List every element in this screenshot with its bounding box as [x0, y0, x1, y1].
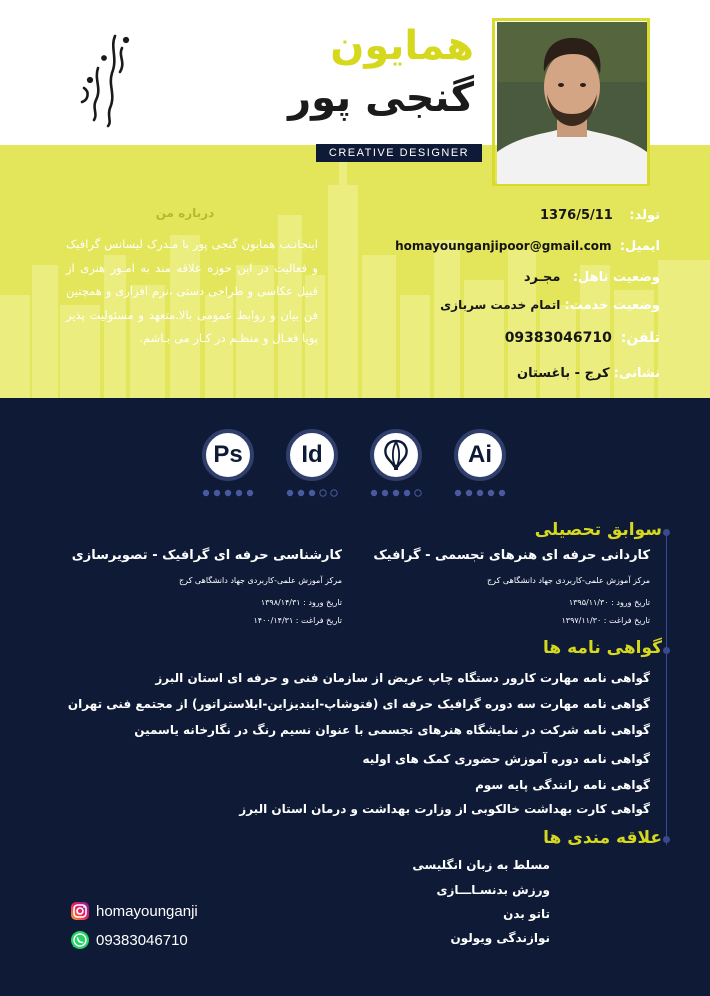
edu1-end-value: ۱۳۹۷/۱۱/۳۰: [561, 616, 602, 625]
instagram-icon: [70, 901, 90, 921]
skill-dot: [499, 490, 505, 496]
instagram-link[interactable]: [70, 901, 198, 921]
certificate-item: گواهی نامه مهارت سه دوره گرافیک حرفه ای (فتوشاپ-ایندیزاین-ایلاستراتور) از مجتمع فنی تهران: [67, 697, 650, 711]
hobby-item: نوازندگی ویولون: [450, 931, 550, 945]
hobbies-title: علاقه مندی ها: [543, 828, 662, 848]
education-bullet: [663, 529, 670, 536]
address-value: کرج - باغستان: [517, 366, 610, 381]
certificate-item: گواهی نامه مهارت کارور دستگاه چاپ عریض از سازمان فنی و حرفه ای استان البرز: [155, 671, 650, 685]
edu2-start-value: ۱۳۹۸/۱۴/۳۱: [260, 598, 301, 607]
edu2-start: [261, 598, 342, 607]
certificate-item: گواهی نامه دوره آموزش حضوری کمک های اولیه: [362, 752, 650, 766]
about-title: درباره من: [155, 206, 215, 220]
skill-level-corel: [366, 488, 426, 498]
skill-level-ai: [450, 488, 510, 498]
skill-dot: [331, 490, 337, 496]
info-marital: [524, 270, 660, 285]
military-label: وضعیت خدمت:: [564, 298, 660, 313]
info-address: [517, 366, 660, 381]
marital-label: وضعیت تاهل:: [572, 270, 660, 285]
skill-dot: [214, 490, 220, 496]
edu1-end-label: تاریخ فراغت :: [603, 616, 650, 625]
birth-value: 1376/5/11: [540, 208, 613, 223]
skill-level-id: [282, 488, 342, 498]
skill-dot: [371, 490, 377, 496]
email-value: homayounganjipoor@gmail.com: [395, 239, 612, 253]
certificate-item: گواهی نامه رانندگی پایه سوم: [475, 778, 650, 792]
instagram-handle: homayounganji: [96, 902, 198, 920]
skill-dot: [287, 490, 293, 496]
edu2-degree: کارشناسی حرفه ای گرافیک - تصویرسازی: [71, 548, 342, 563]
tagline-badge: CREATIVE DESIGNER: [316, 144, 482, 162]
whatsapp-number: 09383046710: [96, 931, 188, 949]
signature-logo: [70, 28, 140, 128]
certificates-bullet: [663, 647, 670, 654]
phone-label: تلفن:: [620, 330, 660, 346]
edu1-start-label: تاریخ ورود :: [611, 598, 650, 607]
hobby-item: ورزش بدنسـاـــازی: [436, 883, 550, 897]
skill-dot: [455, 490, 461, 496]
certificate-item: گواهی نامه شرکت در نمایشگاه هنرهای تجسمی با عنوان نسیم رنگ در نگارخانه یاسمین: [134, 723, 650, 737]
hobby-item: تاتو بدن: [503, 907, 550, 921]
military-value: اتمام خدمت سربازی: [440, 298, 561, 312]
whatsapp-icon: [70, 930, 90, 950]
skill-name: Ai: [468, 441, 492, 468]
about-text: اینجانـب همایون گنجی پور با مـدرک لیسانس گرافیک و فعالیت در این حوزه علاقه مند به امـور هنری از قبیل عکاسی و طراحی دستی ،نرم افزاری و همچنین فن بیان و روابط عمومی بالا.متعهد و مسئولیت پذیر پویا فعـال و منظـم در کـار می بـاشم.: [66, 237, 318, 345]
skill-dot: [225, 490, 231, 496]
skill-name: Ps: [213, 441, 243, 468]
edu2-end-value: ۱۴۰۰/۱۴/۳۱: [253, 616, 294, 625]
certificate-item: گواهی کارت بهداشت خالکوبی از وزارت بهداشت و درمان استان البرز: [239, 802, 650, 816]
last-name: گنجی پور: [288, 75, 474, 121]
timeline-line: [666, 530, 667, 845]
info-birth: [540, 208, 660, 223]
portrait-illustration: [497, 22, 647, 184]
marital-value: مجـرد: [523, 270, 561, 285]
skill-dot: [203, 490, 209, 496]
edu2-school: مرکز آموزش علمی-کاربردی جهاد دانشگاهی کرج: [179, 576, 342, 585]
first-name: همایون: [330, 23, 474, 69]
edu2-end: [253, 616, 342, 625]
info-email: [395, 239, 660, 254]
skill-dot: [320, 490, 326, 496]
address-label: نشانی:: [613, 366, 660, 381]
edu1-degree: کاردانی حرفه ای هنرهای تجسمی - گرافیک: [373, 548, 650, 563]
certificates-title: گواهی نامه ها: [543, 638, 662, 658]
skill-dot: [488, 490, 494, 496]
edu1-end: [561, 616, 650, 625]
info-phone: [505, 330, 660, 346]
illustrator-icon: [454, 429, 506, 481]
info-military: [440, 298, 660, 313]
coreldraw-icon: [370, 429, 422, 481]
skill-dot: [298, 490, 304, 496]
skill-dot: [393, 490, 399, 496]
skill-dot: [382, 490, 388, 496]
edu1-start-value: ۱۳۹۵/۱۱/۳۰: [568, 598, 609, 607]
edu1-start: [569, 598, 650, 607]
email-label: ایمیل:: [619, 239, 660, 254]
education-title: سوابق تحصیلی: [534, 520, 662, 540]
skill-dot: [309, 490, 315, 496]
skill-name: Id: [301, 441, 323, 468]
whatsapp-link[interactable]: [70, 930, 188, 950]
edu2-end-label: تاریخ فراغت :: [295, 616, 342, 625]
skill-dot: [477, 490, 483, 496]
corel-balloon-icon: [374, 433, 418, 477]
skill-dot: [466, 490, 472, 496]
profile-photo: [497, 22, 647, 184]
skill-level-ps: [198, 488, 258, 498]
indesign-icon: [286, 429, 338, 481]
hobbies-bullet: [663, 836, 670, 843]
birth-label: تولد:: [629, 208, 660, 223]
hobby-item: مسلط به زبان انگلیسی: [412, 858, 550, 872]
edu2-start-label: تاریخ ورود :: [303, 598, 342, 607]
photoshop-icon: [202, 429, 254, 481]
edu1-school: مرکز آموزش علمی-کاربردی جهاد دانشگاهی کرج: [487, 576, 650, 585]
skill-dot: [247, 490, 253, 496]
skill-dot: [404, 490, 410, 496]
skill-dot: [415, 490, 421, 496]
skill-dot: [236, 490, 242, 496]
phone-value: 09383046710: [504, 330, 612, 346]
